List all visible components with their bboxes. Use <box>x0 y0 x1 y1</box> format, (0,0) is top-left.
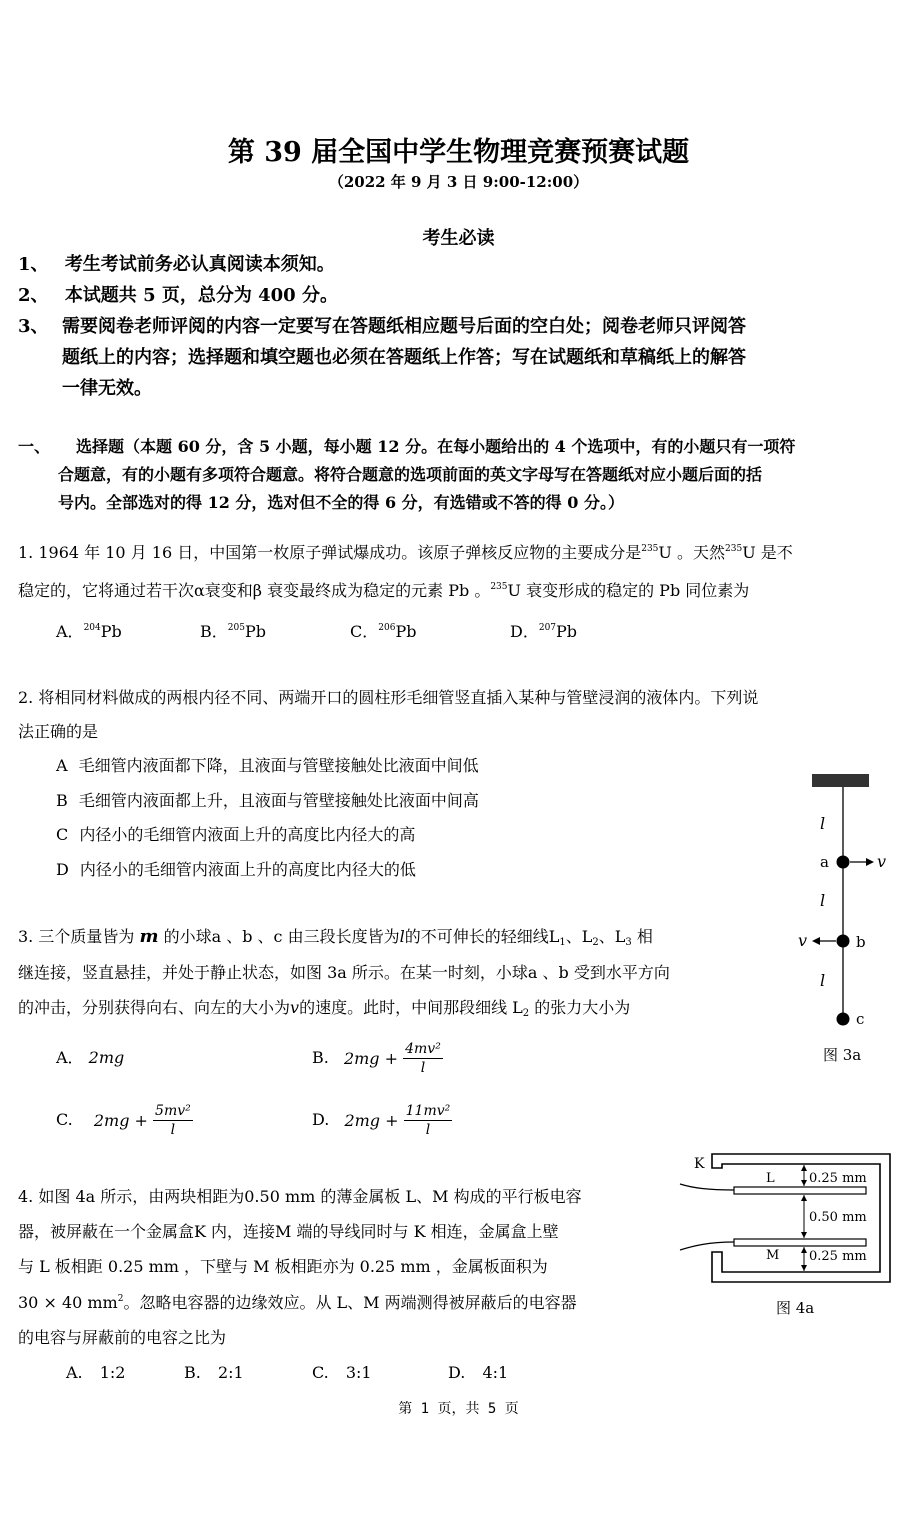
ball-b <box>837 935 850 948</box>
option-label: A <box>56 756 68 775</box>
separator: 、 <box>598 927 615 946</box>
q1-option-c[interactable] <box>350 615 416 649</box>
q1-text: 1. 1964 年 10 月 16 日，中国第一枚原子弹试爆成功。该原子弹核反应物的主要成分是 <box>18 543 642 562</box>
q4-line1: 4. 如图 4a 所示，由两块相距为0.50 mm 的薄金属板 L、M 构成的平行板电容 <box>18 1187 582 1206</box>
q4-line4 <box>18 1286 577 1320</box>
notice-text: 考生考试前务必认真阅读本须知。 <box>64 254 335 275</box>
q2-option-b[interactable] <box>56 784 479 818</box>
length-label-1: l <box>820 814 826 833</box>
q1-option-d[interactable] <box>510 615 577 649</box>
notice-item-3-line3: 一律无效。 <box>62 378 152 399</box>
element: Pb <box>244 622 266 641</box>
separator: 、 <box>565 927 582 946</box>
section-instructions-line2: 合题意，有的小题有多项符合题意。将符合题意的选项前面的英文字母写在答题纸对应小题后面的括 <box>58 465 763 484</box>
wire-m <box>680 1242 734 1250</box>
q4-line5: 的电容与屏蔽前的电容之比为 <box>18 1328 227 1347</box>
q1-line2 <box>18 574 749 608</box>
q3-option-b[interactable] <box>312 1040 443 1077</box>
mass-number: 235 <box>490 582 508 592</box>
denominator: l <box>170 1122 176 1138</box>
q3-text: 的速度。此时，中间那段细线 <box>299 998 508 1017</box>
section-instructions-line1: 选择题（本题 60 分，含 5 小题，每小题 12 分。在每小题给出的 4 个选项中，有的小题只有一项符 <box>76 437 796 456</box>
q3-option-a[interactable] <box>56 1041 124 1075</box>
numerator: 4mv² <box>405 1041 441 1057</box>
q3-text: 相 <box>636 927 653 946</box>
notice-item-3-line2: 题纸上的内容；选择题和填空题也必须在答题纸上作答；写在试题纸和草稿纸上的解答 <box>62 347 746 368</box>
option-label: D． <box>510 622 539 641</box>
option-label: C <box>56 825 69 844</box>
q2-line2: 法正确的是 <box>18 722 99 741</box>
plate-l-label: L <box>766 1171 775 1186</box>
notice-item-3-line1: 需要阅卷老师评阅的内容一定要写在答题纸相应题号后面的空白处；阅卷老师只评阅答 <box>62 316 746 337</box>
option-text: 毛细管内液面都上升，且液面与管壁接触处比液面中间高 <box>78 791 479 810</box>
string-symbol: L <box>614 927 626 946</box>
q2-option-d[interactable] <box>56 853 416 887</box>
figure-3a <box>790 768 900 1068</box>
q4-option-b[interactable] <box>184 1356 244 1390</box>
q4-text: 30 × 40 mm <box>18 1293 118 1312</box>
option-label: B. <box>184 1363 201 1382</box>
notice-num: 1、 <box>18 254 49 275</box>
dim-label-bottom: 0.25 mm <box>809 1249 867 1264</box>
q4-line3: 与 L 板相距 0.25 mm ，下壁与 M 板相距亦为 0.25 mm ，金属板面积为 <box>18 1257 548 1276</box>
figure-4a <box>678 1148 900 1328</box>
string-symbol: L <box>581 927 593 946</box>
mass-symbol: m <box>139 926 159 947</box>
element: Pb <box>556 622 578 641</box>
q1-text: U 衰变形成的稳定的 Pb 同位素为 <box>507 581 750 600</box>
ball-a-label: a <box>820 853 829 871</box>
notice-item-1 <box>18 249 335 280</box>
velocity-symbol: v <box>290 998 300 1017</box>
dim-arrow <box>801 1265 807 1271</box>
option-formula: 2mg + <box>343 1049 399 1068</box>
q3-line2: 继连接，竖直悬挂，并处于静止状态，如图 3a 所示。在某一时刻，小球a 、b 受到水平方向 <box>18 963 670 982</box>
arrow-left-head <box>812 937 820 945</box>
ball-c-label: c <box>856 1010 865 1028</box>
page-title: 第 39 届全国中学生物理竞赛预赛试题 <box>227 137 690 168</box>
ball-a <box>837 856 850 869</box>
element: Pb <box>100 622 122 641</box>
wire-l <box>680 1184 734 1190</box>
fraction <box>153 1102 193 1139</box>
denominator: l <box>425 1122 431 1138</box>
option-label: A． <box>56 622 84 641</box>
notice-heading: 考生必读 <box>422 228 495 249</box>
figure-caption: 图 3a <box>823 1046 862 1064</box>
option-label: B． <box>200 622 228 641</box>
option-text: 内径小的毛细管内液面上升的高度比内径大的低 <box>79 860 416 879</box>
q3-text: 的冲击，分别获得向右、向左的大小为 <box>18 998 291 1017</box>
subscript: 1 <box>559 937 566 948</box>
q1-text: U 是不 <box>742 543 793 562</box>
dim-arrow <box>801 1165 807 1171</box>
exam-date: （2022 年 9 月 3 日 9:00-12:00） <box>328 173 589 191</box>
q1-text: U 。天然 <box>658 543 725 562</box>
subscript: 3 <box>625 937 632 948</box>
q4-line2: 器，被屏蔽在一个金属盒K 内，连接M 端的导线同时与 K 相连，金属盒上壁 <box>18 1222 559 1241</box>
option-label: D. <box>448 1363 466 1382</box>
notice-text: 本试题共 5 页，总分为 400 分。 <box>64 285 338 306</box>
dim-arrow <box>801 1180 807 1186</box>
mass-number: 206 <box>378 623 396 633</box>
option-text: 毛细管内液面都下降，且液面与管壁接触处比液面中间低 <box>78 756 479 775</box>
option-label: A. <box>66 1363 83 1382</box>
box-label: K <box>694 1156 705 1172</box>
numerator: 11mv² <box>405 1103 451 1119</box>
option-formula: 2mg + <box>93 1111 148 1130</box>
option-label: C. <box>56 1110 73 1129</box>
option-text: 4:1 <box>482 1363 509 1382</box>
mass-number: 204 <box>83 623 101 633</box>
q3-text: 的不可伸长的轻细线 <box>404 927 549 946</box>
q1-option-b[interactable] <box>200 615 266 649</box>
string-symbol: L <box>512 998 523 1017</box>
ceiling-support <box>812 774 869 787</box>
option-text: 3:1 <box>345 1363 372 1382</box>
q1-option-a[interactable] <box>56 615 122 649</box>
dim-label-middle: 0.50 mm <box>809 1210 867 1225</box>
mass-number: 235 <box>725 544 743 554</box>
option-formula: 2mg + <box>344 1111 399 1130</box>
option-text: 2:1 <box>217 1363 244 1382</box>
numerator: 5mv² <box>155 1103 191 1119</box>
option-label: D <box>56 860 69 879</box>
option-label: C. <box>312 1363 329 1382</box>
denominator: l <box>420 1060 426 1076</box>
q3-text: 3. 三个质量皆为 <box>18 927 135 946</box>
q2-line1: 2. 将相同材料做成的两根内径不同、两端开口的圆柱形毛细管竖直插入某种与管壁浸润的液体内。下列说 <box>18 688 759 707</box>
mass-number: 235 <box>641 544 659 554</box>
mass-number: 207 <box>538 623 557 633</box>
length-symbol: l <box>399 927 405 946</box>
length-label-2: l <box>820 891 826 910</box>
section-number: 一、 <box>18 437 51 456</box>
option-text: 1:2 <box>99 1363 126 1382</box>
option-label: B <box>56 791 68 810</box>
fraction <box>404 1102 453 1139</box>
q1-line1 <box>18 536 793 570</box>
dim-label-top: 0.25 mm <box>809 1171 867 1186</box>
option-label: C． <box>350 622 379 641</box>
q3-option-c[interactable] <box>56 1102 193 1139</box>
q4-option-c[interactable] <box>312 1356 372 1390</box>
mass-number: 205 <box>227 623 245 633</box>
ball-c <box>837 1013 850 1026</box>
option-label: A． <box>56 1048 84 1067</box>
velocity-label-a: v <box>877 852 887 871</box>
superscript: 2 <box>117 1294 124 1304</box>
plate-l <box>734 1187 866 1194</box>
plate-m-label: M <box>766 1248 780 1263</box>
q3-text: 的小球a 、b 、c 由三段长度皆为 <box>163 927 400 946</box>
q4-option-a[interactable] <box>66 1356 125 1390</box>
q3-option-d[interactable] <box>312 1102 452 1139</box>
subscript: 2 <box>522 1008 530 1019</box>
option-label: B. <box>312 1048 329 1067</box>
length-label-3: l <box>820 971 826 990</box>
q4-text: 。忽略电容器的边缘效应。从 L、M 两端测得被屏蔽后的电容器 <box>123 1293 577 1312</box>
notice-item-3-num: 3、 <box>18 316 49 337</box>
page-footer: 第 1 页，共 5 页 <box>398 1401 519 1417</box>
q4-option-d[interactable] <box>448 1356 508 1390</box>
subscript: 2 <box>592 937 599 948</box>
ball-b-label: b <box>856 933 866 951</box>
option-label: D. <box>312 1110 330 1129</box>
string-symbol: L <box>548 927 560 946</box>
q3-line1 <box>18 920 653 954</box>
figure-caption: 图 4a <box>776 1299 815 1317</box>
q3-text: 的张力大小为 <box>534 998 631 1017</box>
q2-option-a[interactable] <box>56 749 479 783</box>
option-text: 内径小的毛细管内液面上升的高度比内径大的高 <box>79 825 416 844</box>
element: Pb <box>395 622 417 641</box>
dim-arrow <box>801 1232 807 1238</box>
section-instructions-line3: 号内。全部选对的得 12 分，选对但不全的得 6 分，有选错或不答的得 0 分。） <box>58 493 624 512</box>
plate-m <box>734 1239 866 1246</box>
dim-arrow <box>801 1195 807 1201</box>
option-formula: 2mg <box>88 1048 125 1067</box>
fraction <box>403 1040 443 1077</box>
velocity-label-b: v <box>798 931 808 950</box>
arrow-right-head <box>866 858 874 866</box>
dim-arrow <box>801 1247 807 1253</box>
q1-text: 稳定的，它将通过若干次α衰变和β 衰变最终成为稳定的元素 Pb 。 <box>18 581 491 600</box>
q3-line3 <box>18 991 630 1025</box>
notice-item-2 <box>18 280 338 311</box>
notice-num: 2、 <box>18 285 49 306</box>
q2-option-c[interactable] <box>56 818 415 852</box>
